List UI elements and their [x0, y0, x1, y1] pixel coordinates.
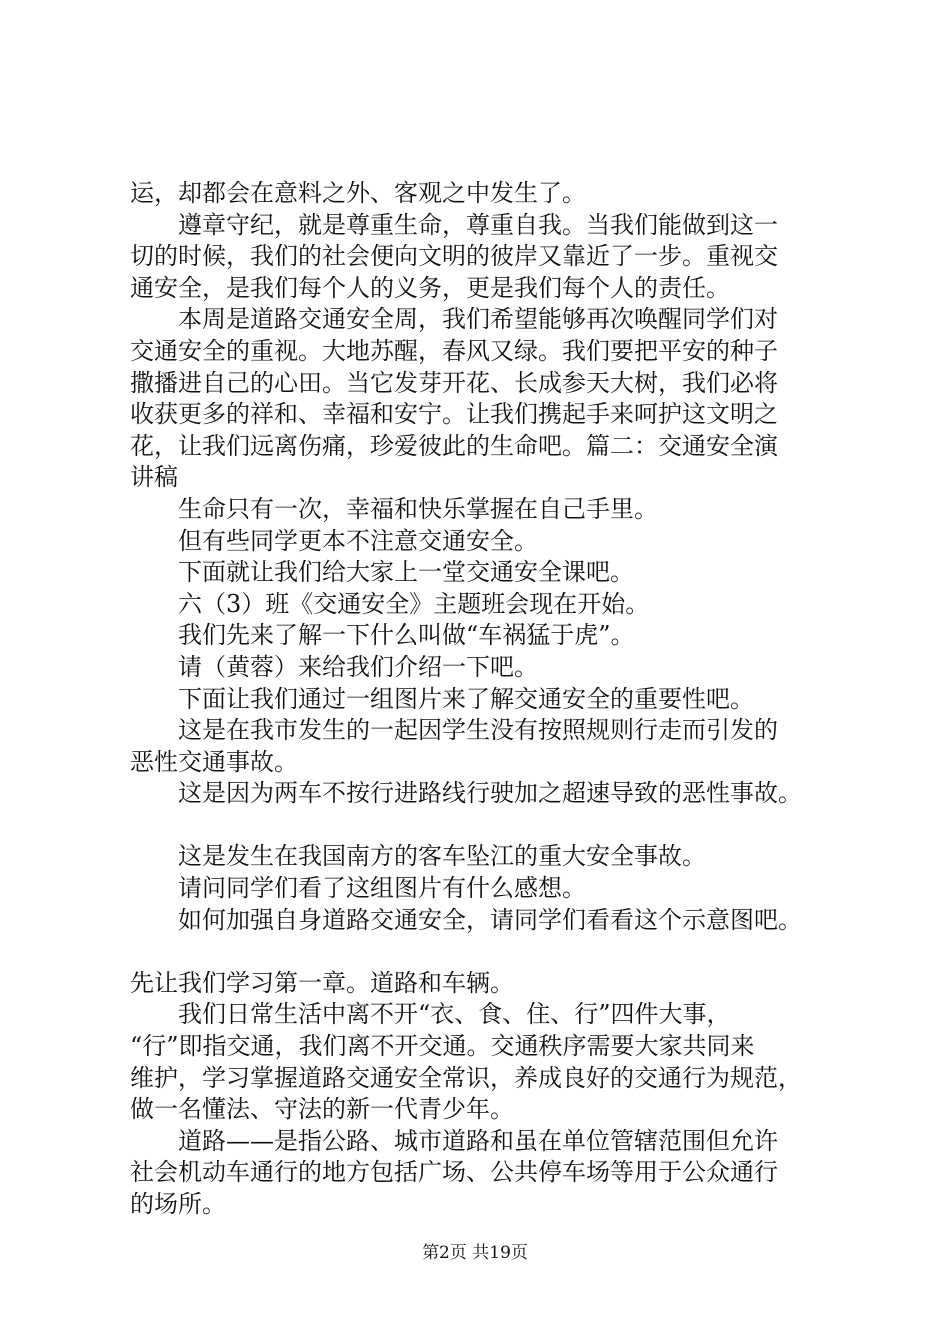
- text-line: 做一名懂法、守法的新一代青少年。: [130, 1095, 514, 1124]
- text-line: 本周是道路交通安全周，我们希望能够再次唤醒同学们对: [178, 305, 778, 334]
- text-line: 的场所。: [130, 1190, 226, 1218]
- text-line: 这是发生在我国南方的客车坠江的重大安全事故。: [178, 842, 706, 871]
- text-line: 请（黄蓉）来给我们介绍一下吧。: [178, 652, 538, 681]
- text-line: 恶性交通事故。: [130, 747, 298, 776]
- text-line: 生命只有一次，幸福和快乐掌握在自己手里。: [178, 494, 658, 523]
- text-line: 收获更多的祥和、幸福和安宁。让我们携起手来呵护这文明之: [130, 400, 778, 429]
- text-line: 运，却都会在意料之外、客观之中发生了。: [130, 179, 586, 207]
- text-line: 遵章守纪，就是尊重生命，尊重自我。当我们能做到这一: [178, 210, 778, 239]
- text-line: 我们日常生活中离不开“衣、食、住、行”四件大事，: [178, 1000, 731, 1029]
- text-line: 维护，学习掌握道路交通安全常识，养成良好的交通行为规范，: [130, 1063, 802, 1092]
- text-line: 通安全，是我们每个人的义务，更是我们每个人的责任。: [130, 273, 730, 302]
- text-line: 先让我们学习第一章。道路和车辆。: [130, 968, 514, 997]
- text-line: 我们先来了解一下什么叫做“车祸猛于虎”。: [178, 621, 635, 650]
- text-line: 花，让我们远离伤痛，珍爱彼此的生命吧。篇二：交通安全演: [130, 431, 778, 460]
- text-line: “行”即指交通，我们离不开交通。交通秩序需要大家共同来: [130, 1032, 755, 1061]
- text-line: 社会机动车通行的地方包括广场、公共停车场等用于公众通行: [130, 1158, 778, 1187]
- document-body: [130, 178, 850, 1221]
- text-line: 撒播进自己的心田。当它发芽开花、长成参天大树，我们必将: [130, 368, 778, 397]
- text-line: 如何加强自身道路交通安全，请同学们看看这个示意图吧。: [178, 905, 802, 934]
- text-line: 请问同学们看了这组图片有什么感想。: [178, 874, 586, 903]
- text-line: 下面就让我们给大家上一堂交通安全课吧。: [178, 558, 634, 587]
- blank-line: [130, 810, 850, 842]
- text-line: 下面让我们通过一组图片来了解交通安全的重要性吧。: [178, 684, 754, 713]
- text-line: 这是因为两车不按行进路线行驶加之超速导致的恶性事故。: [178, 779, 802, 808]
- text-line: 但有些同学更本不注意交通安全。: [178, 526, 538, 555]
- page-footer: 第2页 共19页: [422, 1243, 528, 1263]
- text-line: 六（3）班《交通安全》主题班会现在开始。: [178, 589, 650, 618]
- text-line: 交通安全的重视。大地苏醒，春风又绿。我们要把平安的种子: [130, 336, 778, 365]
- text-line: 这是在我市发生的一起因学生没有按照规则行走而引发的: [178, 716, 778, 745]
- text-line: 道路——是指公路、城市道路和虽在单位管辖范围但允许: [178, 1126, 778, 1155]
- blank-line: [130, 936, 850, 968]
- text-line: 切的时候，我们的社会便向文明的彼岸又靠近了一步。重视交: [130, 242, 778, 271]
- text-line: 讲稿: [130, 463, 178, 492]
